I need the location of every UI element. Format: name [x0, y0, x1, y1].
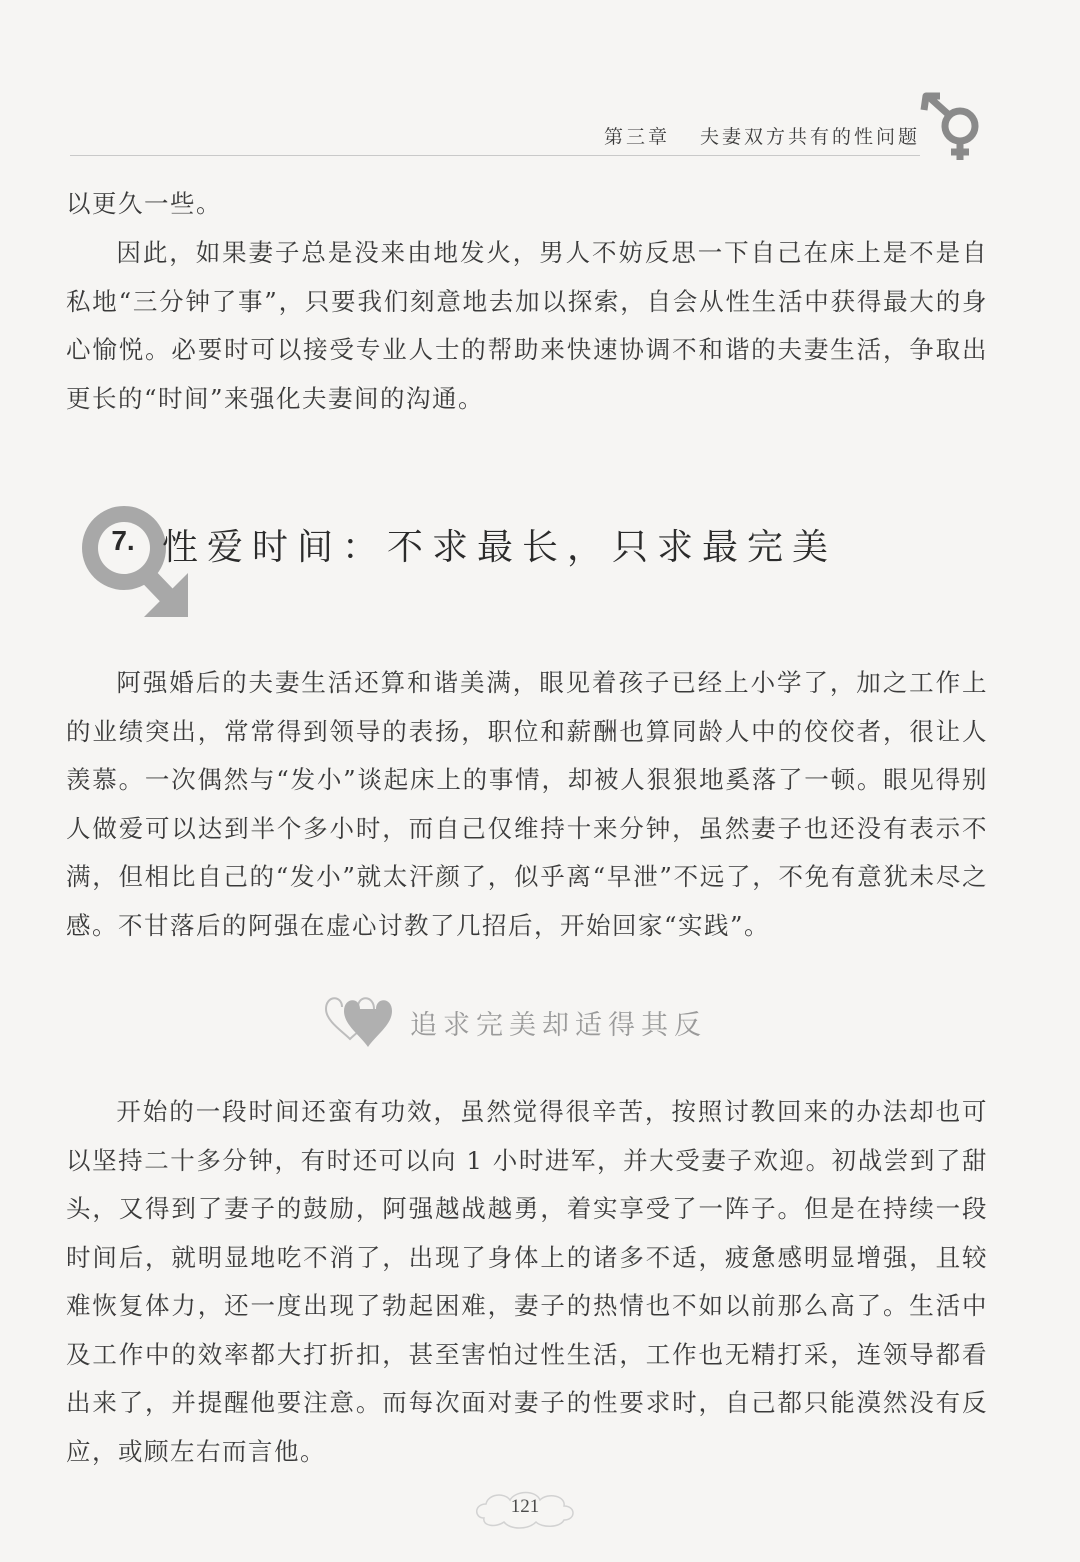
paragraph-conclusion-text: 因此，如果妻子总是没来由地发火，男人不妨反思一下自己在床上是不是自私地“三分钟了事”，只要我们刻意地去加以探索，自会从性生活中获得最大的身心愉悦。必要时可以接受专业人士的帮助来快速协调不和谐的夫妻生活，争取出更长的“时间”来强化夫妻间的沟通。 [66, 238, 988, 413]
subheading-text: 追求完美却适得其反 [410, 1010, 707, 1041]
hearts-icon [320, 985, 400, 1055]
header-text [604, 122, 920, 149]
page-number-badge [470, 1488, 580, 1532]
paragraph-story [66, 659, 988, 950]
paragraph-result-text: 开始的一段时间还蛮有功效，虽然觉得很辛苦，按照讨教回来的办法却也可以坚持二十多分钟，有时还可以向 1 小时进军，并大受妻子欢迎。初战尝到了甜头，又得到了妻子的鼓励，阿强越战越勇，着实享受了一阵子。但是在持续一段时间后，就明显地吃不消了，出现了身体上的诸多不适，疲惫感明显增强，且较难恢复体力，还一度出现了勃起困难，妻子的热情也不如以前那么高了。生活中及工作中的效率都大打折扣，甚至害怕过性生活，工作也无精打采，连领导都看出来了，并提醒他要注意。而每次面对妻子的性要求时，自己都只能漠然没有反应，或顾左右而言他。 [66, 1097, 988, 1466]
section-number: 7. [111, 525, 135, 556]
paragraph-story-text: 阿强婚后的夫妻生活还算和谐美满，眼见着孩子已经上小学了，加之工作上的业绩突出，常常得到领导的表扬，职位和薪酬也算同龄人中的佼佼者，很让人羡慕。一次偶然与“发小”谈起床上的事情，却被人狠狠地奚落了一顿。眼见得别人做爱可以达到半个多小时，而自己仅维持十来分钟，虽然妻子也还没有表示不满，但相比自己的“发小”就太汗颜了，似乎离“早泄”不远了，不免有意犹未尽之感。不甘落后的阿强在虚心讨教了几招后，开始回家“实践”。 [66, 668, 988, 940]
paragraph-continuation: 以更久一些。 [66, 189, 222, 218]
paragraph-result [66, 1088, 988, 1476]
subheading [320, 985, 760, 1055]
header-rule [70, 155, 920, 156]
chapter-label: 第三章 [603, 126, 670, 148]
chapter-title: 夫妻双方共有的性问题 [699, 126, 920, 148]
page-number: 121 [510, 1496, 540, 1517]
section-title: 性爱时间：不求最长，只求最完美 [162, 527, 838, 568]
section-heading [62, 493, 1022, 623]
gender-symbol-icon [918, 92, 990, 164]
running-header [70, 118, 920, 152]
paragraph-conclusion [66, 229, 988, 423]
